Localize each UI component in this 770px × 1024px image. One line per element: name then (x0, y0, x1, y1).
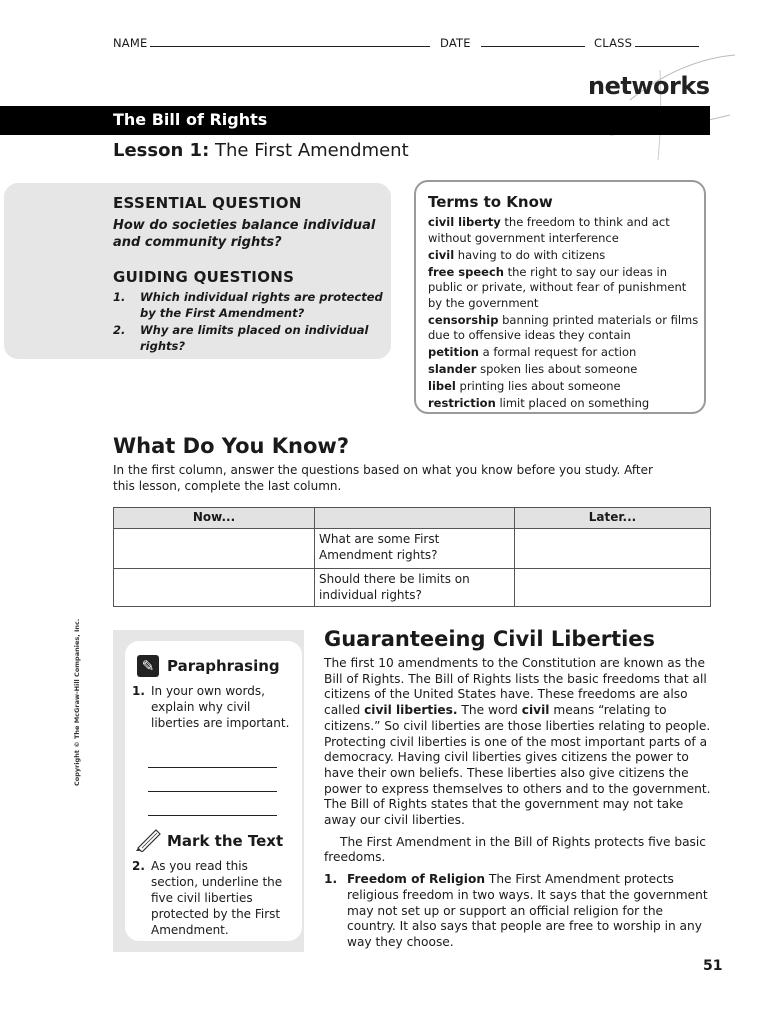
mark-the-text-prompt: 2. As you read this section, underline the five civil liberties protected by the First Amendment. (132, 859, 283, 937)
table-header-row (114, 508, 711, 529)
title-bar (0, 106, 710, 135)
term-entry: civil having to do with citizens (428, 247, 606, 262)
term-entry: civil liberty the freedom to think and act without government interference (428, 215, 670, 245)
guiding-questions-heading: GUIDING QUESTIONS (113, 268, 295, 286)
date-field[interactable]: DATE (440, 35, 585, 50)
guiding-question: 2. Why are limits placed on individual rights? (113, 323, 369, 353)
essential-question-text: How do societies balance individual and community rights? (113, 218, 376, 250)
know-table (113, 507, 711, 607)
paraphrasing-prompt: 1. In your own words, explain why civil liberties are important. (132, 684, 290, 730)
page-number: 51 (703, 958, 723, 974)
term-entry: free speech the right to say our ideas in public or private, without fear of punishment by the government (428, 264, 687, 310)
table-row (114, 569, 711, 607)
term-entry: slander spoken lies about someone (428, 362, 638, 376)
answer-line[interactable] (148, 767, 277, 768)
now-answer-cell[interactable] (114, 569, 315, 607)
lesson-title: Lesson 1: The First Amendment (113, 140, 409, 161)
later-answer-cell[interactable] (515, 529, 711, 569)
term-entry: censorship banning printed materials or films due to offensive ideas they contain (428, 312, 699, 342)
paragraph: The first 10 amendments to the Constitution are known as the Bill of Rights. The Bill of Rights lists the basic freedoms that all citizens of the United States have. These freedoms are also called civil liberties. The word civil means “relating to citizens.” So civil liberties are those liberties relating to people. Protecting civil liberties is one of the most important parts of a democracy. Having civil liberties gives citizens the power to have their own beliefs. These liberties also give citizens the power to express themselves to others and to the government. The Bill of Rights states that the government may not take away our civil liberties. (324, 656, 711, 828)
highlighter-pen-icon (134, 824, 164, 852)
essential-question-heading: ESSENTIAL QUESTION (113, 194, 302, 212)
pencil-paper-icon: ✎ (137, 655, 159, 677)
paragraph: The First Amendment in the Bill of Rights protects five basic freedoms. (324, 834, 706, 865)
freedom-item: 1. Freedom of Religion The First Amendment protects religious freedom in two ways. It says that the government may not set up or support an official religion for the country. It also says that people are free to worship in any way they choose. (324, 872, 708, 949)
terms-list (428, 215, 704, 413)
now-answer-cell[interactable] (114, 529, 315, 569)
now-header: Now... (114, 508, 315, 529)
body-text (324, 656, 712, 951)
brand-decoration (600, 40, 740, 170)
name-line (150, 35, 430, 47)
answer-line[interactable] (148, 791, 277, 792)
networks-logo: networks (588, 72, 710, 100)
term-entry: libel printing lies about someone (428, 379, 621, 393)
instructions: In the first column, answer the questions based on what you know before you study. After this lesson, complete the last column. (113, 463, 653, 493)
later-answer-cell[interactable] (515, 569, 711, 607)
guiding-questions-list (113, 290, 383, 356)
terms-heading: Terms to Know (428, 193, 553, 211)
table-row (114, 529, 711, 569)
term-entry: restriction limit placed on something (428, 396, 650, 410)
date-line (481, 35, 585, 47)
name-field[interactable]: NAME (113, 35, 430, 50)
paraphrasing-heading: Paraphrasing (167, 657, 280, 675)
mark-the-text-heading: Mark the Text (167, 832, 284, 850)
question-header (315, 508, 515, 529)
term-entry: petition a formal request for action (428, 345, 637, 359)
question-cell: Should there be limits on individual rights? (315, 569, 515, 607)
copyright-notice: Copyright © The McGraw-Hill Companies, Inc. (73, 618, 81, 786)
question-cell: What are some First Amendment rights? (315, 529, 515, 569)
class-field[interactable]: CLASS (594, 35, 699, 50)
later-header: Later... (515, 508, 711, 529)
section-heading: Guaranteeing Civil Liberties (324, 627, 656, 651)
guiding-question: 1. Which individual rights are protected by the First Amendment? (113, 290, 383, 320)
answer-line[interactable] (148, 815, 277, 816)
unit-title: The Bill of Rights (113, 110, 268, 129)
what-do-you-know-heading: What Do You Know? (113, 434, 350, 458)
